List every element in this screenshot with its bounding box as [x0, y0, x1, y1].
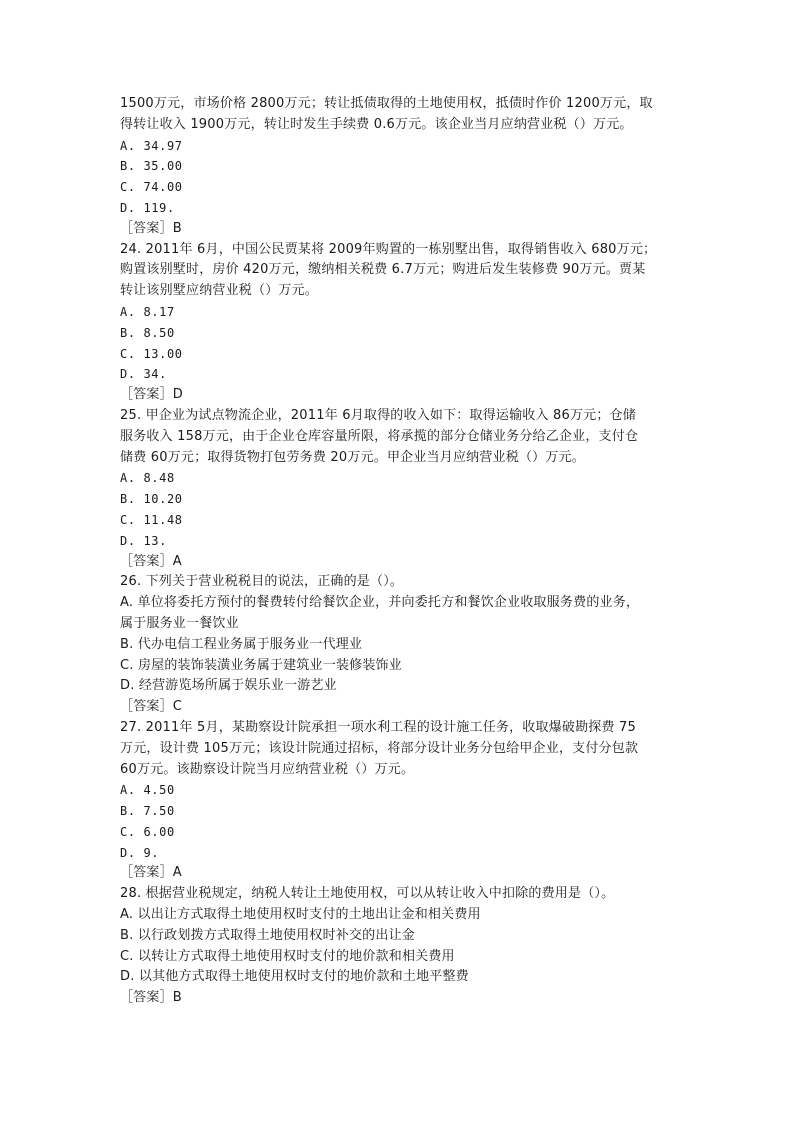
- question-line: 26. 下列关于营业税税目的说法，正确的是（）。: [120, 574, 404, 590]
- option-line: B. 以行政划拨方式取得土地使用权时补交的出让金: [120, 927, 415, 943]
- option-line: A. 8.48: [120, 471, 175, 486]
- option-line: C. 以转让方式取得土地使用权时支付的地价款和相关费用: [120, 948, 455, 964]
- option-line: A. 34.97: [120, 138, 183, 153]
- text-line: 服务收入 158万元，由于企业仓库容量所限，将承揽的部分仓储业务分给乙企业，支付仓: [120, 428, 639, 444]
- question-line: 27. 2011年 5月，某勘察设计院承担一项水利工程的设计施工任务，收取爆破勘探费 75: [120, 719, 636, 735]
- text-line: 属于服务业一餐饮业: [120, 615, 239, 631]
- question-line: 25. 甲企业为试点物流企业，2011年 6月取得的收入如下：取得运输收入 86万元；仓储: [120, 407, 636, 423]
- answer-line: ［答案］B: [120, 990, 182, 1006]
- text-line: 转让该别墅应纳营业税（）万元。: [120, 283, 319, 299]
- option-line: C. 房屋的装饰装潢业务属于建筑业一装修装饰业: [120, 657, 402, 673]
- answer-line: ［答案］D: [120, 387, 184, 403]
- answer-line: ［答案］B: [120, 220, 182, 236]
- option-line: D. 119.: [120, 200, 175, 215]
- question-line: 28. 根据营业税规定，纳税人转让土地使用权，可以从转让收入中扣除的费用是（）。: [120, 886, 615, 902]
- text-line: 1500万元，市场价格 2800万元；转让抵债取得的土地使用权，抵债时作价 1200万元，取: [120, 96, 653, 111]
- text-line: 储费 60万元；取得货物打包劳务费 20万元。甲企业当月应纳营业税（）万元。: [120, 449, 585, 465]
- option-line: D. 以其他方式取得土地使用权时支付的地价款和土地平整费: [120, 969, 469, 985]
- document-page: [120, 94, 680, 1009]
- answer-line: ［答案］A: [120, 553, 182, 569]
- text-line: 60万元。该勘察设计院当月应纳营业税（）万元。: [120, 761, 415, 777]
- option-line: B. 代办电信工程业务属于服务业一代理业: [120, 636, 363, 652]
- answer-line: ［答案］C: [120, 699, 183, 715]
- option-line: A. 单位将委托方预付的餐费转付给餐饮企业，并向委托方和餐饮企业收取服务费的业务，: [120, 595, 640, 611]
- option-line: B. 7.50: [120, 804, 175, 819]
- option-line: A. 以出让方式取得土地使用权时支付的土地出让金和相关费用: [120, 907, 481, 923]
- option-line: D. 34.: [120, 367, 167, 382]
- option-line: B. 10.20: [120, 492, 183, 507]
- option-line: A. 4.50: [120, 783, 175, 798]
- option-line: C. 13.00: [120, 346, 183, 361]
- option-line: A. 8.17: [120, 304, 175, 319]
- option-line: B. 35.00: [120, 159, 183, 174]
- option-line: D. 经营游览场所属于娱乐业一游艺业: [120, 678, 337, 694]
- option-line: C. 11.48: [120, 512, 183, 527]
- text-line: 得转让收入 1900万元，转让时发生手续费 0.6万元。该企业当月应纳营业税（）万元。: [120, 116, 633, 132]
- option-line: D. 9.: [120, 845, 160, 860]
- option-line: C. 6.00: [120, 824, 175, 839]
- answer-line: ［答案］A: [120, 865, 182, 881]
- option-line: D. 13.: [120, 533, 167, 548]
- text-line: 万元，设计费 105万元；该设计院通过招标，将部分设计业务分包给甲企业，支付分包款: [120, 740, 639, 756]
- question-line: 24. 2011年 6月，中国公民贾某将 2009年购置的一栋别墅出售，取得销售收入 680万元；: [120, 241, 657, 257]
- option-line: C. 74.00: [120, 180, 183, 195]
- text-line: 购置该别墅时，房价 420万元，缴纳相关税费 6.7万元；购进后发生装修费 90万元。贾某: [120, 262, 646, 278]
- option-line: B. 8.50: [120, 325, 175, 340]
